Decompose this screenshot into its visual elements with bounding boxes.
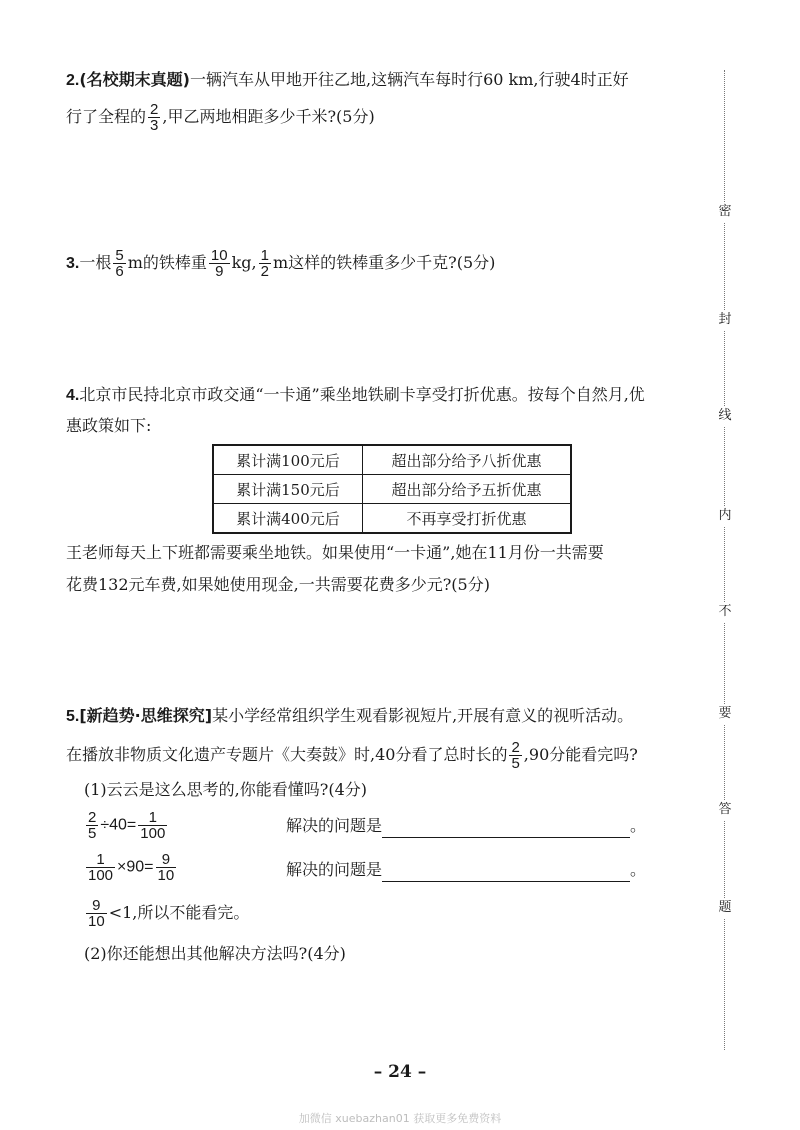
seal-char: 答 <box>713 800 737 820</box>
numerator: 1 <box>86 852 115 868</box>
denominator: 10 <box>157 867 175 884</box>
calc3-tail: <1,所以不能看完。 <box>108 903 250 922</box>
solve-label: 解决的问题是 <box>286 860 383 879</box>
table-cell: 超出部分给予八折优惠 <box>362 445 571 475</box>
q3-t4: m这样的铁棒重多少千克?(5分) <box>272 253 496 272</box>
q2-line1 <box>66 68 629 93</box>
table-row <box>213 475 571 504</box>
q5-text1: 某小学经常组织学生观看影视短片,开展有意义的视听活动。 <box>212 706 634 725</box>
q4-line2: 惠政策如下: <box>66 416 152 435</box>
table-row <box>213 504 571 534</box>
seal-char: 要 <box>713 704 737 724</box>
calc2-frac-a <box>86 852 115 883</box>
q2-text: 一辆汽车从甲地开往乙地,这辆汽车每时行60 km,行驶4时正好 <box>189 70 629 89</box>
table-cell: 超出部分给予五折优惠 <box>362 475 571 504</box>
numerator: 9 <box>156 852 177 868</box>
q2-number: 2. <box>66 72 80 89</box>
period: 。 <box>630 860 647 879</box>
q4-number: 4. <box>66 387 80 404</box>
denominator: 5 <box>88 825 97 842</box>
numerator: 2 <box>511 739 520 756</box>
numerator: 5 <box>115 247 124 264</box>
calc3-frac <box>86 898 107 929</box>
answer-blank-2[interactable] <box>382 865 630 882</box>
denominator: 6 <box>115 263 124 280</box>
denominator: 100 <box>140 825 166 842</box>
q5-text2a: 在播放非物质文化遗产专题片《大奏鼓》时,40分看了总时长的 <box>66 745 508 764</box>
denominator: 100 <box>88 867 114 884</box>
q2-text2b: ,甲乙两地相距多少千米?(5分) <box>162 107 375 126</box>
q2-line2 <box>66 102 375 133</box>
answer-line-1 <box>286 814 646 838</box>
denominator: 2 <box>260 263 269 280</box>
seal-char: 题 <box>713 898 737 918</box>
q5-number: 5. <box>66 708 80 725</box>
q2-tag: (名校期末真题) <box>79 70 190 89</box>
numerator: 2 <box>88 809 97 826</box>
table-cell: 累计满100元后 <box>213 445 362 475</box>
calc-1 <box>84 810 169 841</box>
numerator: 1 <box>138 810 167 826</box>
seal-char: 内 <box>713 506 737 526</box>
calc-2 <box>84 852 178 883</box>
calc1-frac-a <box>86 810 98 841</box>
q3-frac3 <box>259 248 271 279</box>
seal-char: 封 <box>713 310 737 330</box>
numerator: 1 <box>260 247 269 264</box>
numerator: 10 <box>210 247 228 264</box>
q3-t2: m的铁棒重 <box>127 253 207 272</box>
solve-label: 解决的问题是 <box>286 816 383 835</box>
q2-text2a: 行了全程的 <box>66 107 147 126</box>
denominator: 10 <box>88 913 105 930</box>
q5-sub2: (2)你还能想出其他解决方法吗?(4分) <box>84 944 346 963</box>
table-cell: 累计满400元后 <box>213 504 362 534</box>
calc2-frac-b <box>156 852 177 883</box>
q5-sub1: (1)云云是这么思考的,你能看懂吗?(4分) <box>84 780 367 799</box>
denominator: 3 <box>150 117 159 134</box>
q3-line <box>66 248 495 279</box>
discount-policy-table <box>212 444 572 534</box>
seal-char: 不 <box>713 602 737 622</box>
calc1-operator: ÷40= <box>100 816 137 834</box>
table-cell: 累计满150元后 <box>213 475 362 504</box>
page-number: – 24 – <box>373 1062 427 1082</box>
denominator: 9 <box>215 263 224 280</box>
watermark: 加微信 xuebazhan01 获取更多免费资料 <box>298 1112 502 1125</box>
q5-text2b: ,90分能看完吗? <box>523 745 638 764</box>
q3-t3: kg, <box>231 253 257 272</box>
denominator: 5 <box>511 755 520 772</box>
q5-fraction <box>509 740 521 771</box>
q2-fraction <box>148 102 160 133</box>
q4-line1 <box>66 383 645 408</box>
q3-number: 3. <box>66 255 80 272</box>
q3-frac2 <box>209 248 230 279</box>
q5-tag: [新趋势·思维探究] <box>79 706 213 725</box>
calc-3 <box>84 898 249 929</box>
seal-char: 密 <box>713 202 737 222</box>
numerator: 2 <box>150 101 159 118</box>
q5-line1 <box>66 704 633 729</box>
seal-line <box>705 70 745 1050</box>
numerator: 9 <box>86 898 107 914</box>
answer-line-2 <box>286 858 646 882</box>
q5-line2 <box>66 740 638 771</box>
calc2-operator: ×90= <box>117 858 154 876</box>
q3-frac1 <box>113 248 125 279</box>
q4-text1: 北京市民持北京市政交通“一卡通”乘坐地铁刷卡享受打折优惠。按每个自然月,优 <box>79 385 645 404</box>
seal-char: 线 <box>713 406 737 426</box>
table-row <box>213 445 571 475</box>
q4-line3: 王老师每天上下班都需要乘坐地铁。如果使用“一卡通”,她在11月份一共需要 <box>66 543 604 562</box>
q3-t1: 一根 <box>79 253 112 272</box>
answer-blank-1[interactable] <box>382 821 630 838</box>
q4-line4: 花费132元车费,如果她使用现金,一共需要花费多少元?(5分) <box>66 575 490 594</box>
period: 。 <box>630 816 647 835</box>
table-cell: 不再享受打折优惠 <box>362 504 571 534</box>
calc1-frac-b <box>138 810 167 841</box>
